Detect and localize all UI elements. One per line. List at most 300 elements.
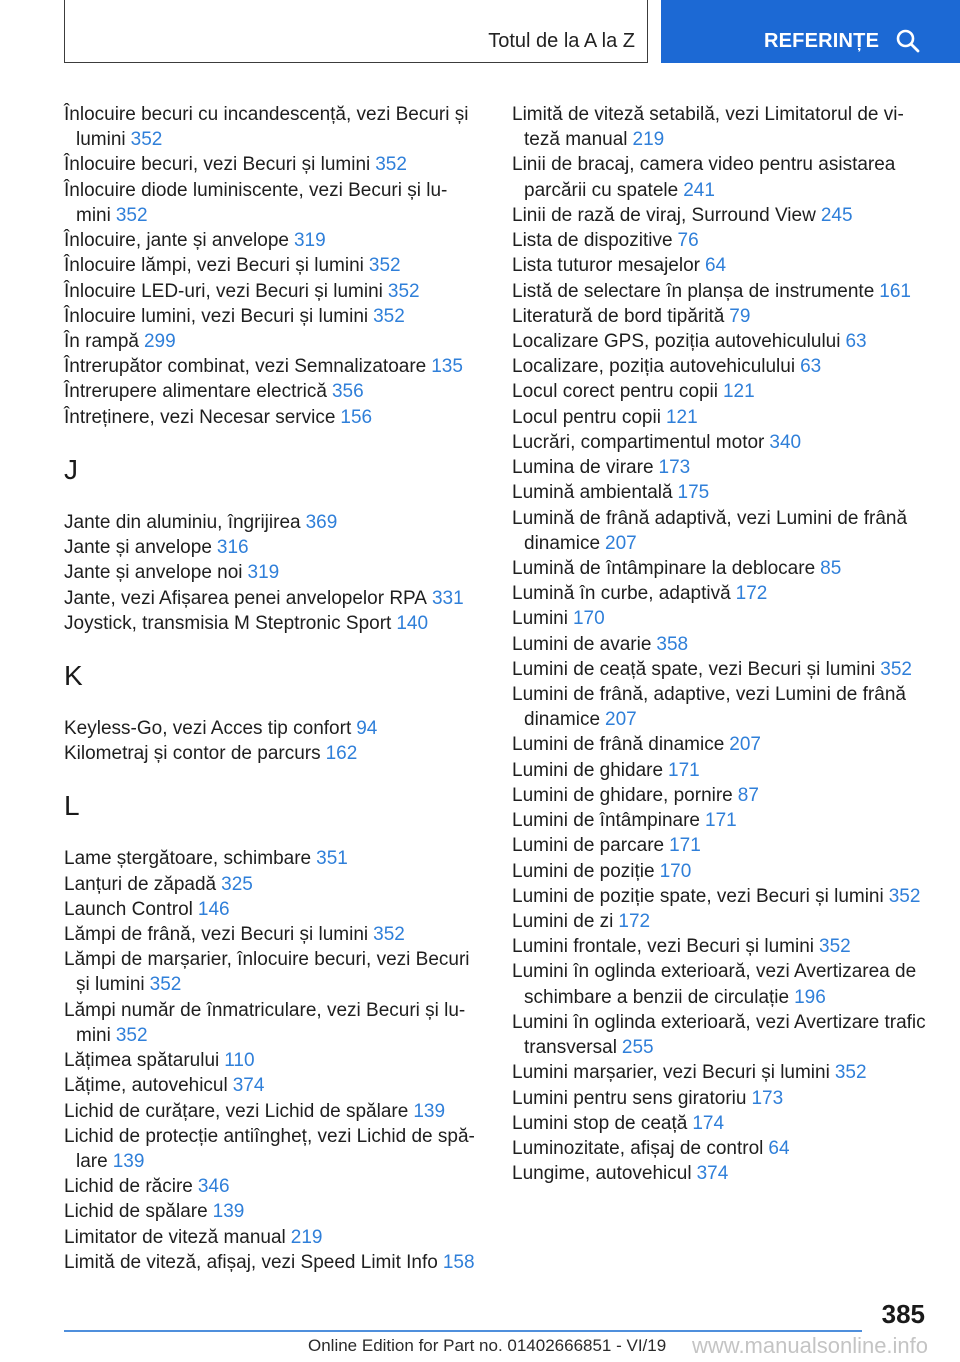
index-entry-text: Keyless-Go, vezi Acces tip confort: [64, 717, 352, 739]
index-entry: [64, 611, 484, 636]
index-entry-text: Înlocuire lumini, vezi Becuri și lumini: [64, 305, 369, 327]
index-entry: [512, 606, 952, 631]
page-link[interactable]: 331: [431, 587, 464, 609]
index-entry-text: Lumini de ghidare, pornire: [512, 784, 733, 806]
index-entry-line: [512, 506, 952, 531]
index-entry: [512, 1111, 952, 1136]
index-entry-text: Înlocuire becuri cu incandescență, vezi Becuri și: [64, 104, 469, 125]
page-link[interactable]: 374: [696, 1163, 729, 1185]
index-entry: [64, 178, 484, 228]
index-entry-text: Lămpi de marșarier, înlocuire becuri, vezi Becuri: [64, 949, 470, 971]
index-entry-line: [512, 430, 952, 455]
index-entry-text: Lame ștergătoare, schimbare: [64, 848, 312, 870]
index-entry-line: [512, 556, 952, 581]
page-link[interactable]: 352: [368, 255, 401, 277]
index-entry: [64, 379, 484, 404]
page-link[interactable]: 172: [618, 911, 651, 932]
index-entry: [64, 741, 484, 766]
index-entry-line: [64, 846, 484, 871]
index-entry: [64, 897, 484, 922]
index-entry-line: [512, 959, 952, 984]
page-link[interactable]: 64: [768, 1137, 790, 1159]
page-link[interactable]: 170: [659, 860, 692, 882]
page-link[interactable]: 352: [387, 280, 420, 302]
index-entry-text: Înlocuire lămpi, vezi Becuri și lumini: [64, 255, 364, 277]
index-entry: [512, 102, 952, 152]
page-link[interactable]: 316: [216, 537, 249, 559]
page-link[interactable]: 121: [722, 381, 755, 403]
index-entry-line: [64, 535, 484, 560]
index-entry-continuation: [512, 985, 952, 1010]
index-entry-line: [512, 1086, 952, 1111]
page-link[interactable]: 358: [656, 633, 689, 655]
page-link[interactable]: 299: [143, 330, 176, 352]
page-link[interactable]: 175: [677, 482, 710, 504]
page-link[interactable]: 173: [751, 1087, 784, 1109]
page-link[interactable]: 352: [375, 154, 407, 176]
page-number: 385: [881, 1299, 925, 1329]
index-entry-line: [512, 833, 952, 858]
index-entry: [512, 253, 952, 278]
index-entry: [64, 922, 484, 947]
index-entry: [512, 152, 952, 202]
index-entry-line: [512, 783, 952, 808]
index-entry-text: Listă de selectare în planșa de instrumente: [512, 280, 875, 302]
index-letter-heading: K: [64, 659, 83, 691]
index-entry-line: [512, 329, 952, 354]
index-entry-text: Înlocuire becuri, vezi Becuri și lumini: [64, 154, 371, 176]
page-link[interactable]: 135: [431, 356, 463, 378]
index-entry: [64, 998, 484, 1048]
index-entry-text: Lichid de spălare: [64, 1201, 208, 1223]
index-entry-text: teză manual: [524, 129, 628, 151]
page-link[interactable]: 219: [290, 1226, 323, 1248]
index-entry-text: Lichid de protecție antiîngheț, vezi Lichid de spă-: [64, 1125, 475, 1147]
index-entry-line: [512, 480, 952, 505]
index-entry-text: Lanțuri de zăpadă: [64, 873, 217, 895]
index-entry-line: [64, 586, 484, 611]
index-entry-text: transversal: [524, 1037, 617, 1059]
index-entry-text: Lumini: [512, 608, 568, 630]
page-link[interactable]: 94: [356, 717, 378, 739]
index-entry-text: Linii de rază de viraj, Surround View: [512, 204, 816, 226]
page-link[interactable]: 146: [197, 898, 230, 920]
index-entry-text: Lumini în oglinda exterioară, vezi Avertizare trafic: [512, 1011, 926, 1033]
index-entry-line: [512, 581, 952, 606]
page-link[interactable]: 219: [632, 129, 665, 151]
page-link[interactable]: 352: [819, 936, 851, 958]
index-entry-line: [512, 203, 952, 228]
index-entry-continuation: [64, 127, 484, 152]
page-link[interactable]: 351: [316, 848, 348, 870]
page-link[interactable]: 374: [232, 1075, 265, 1097]
index-entry-line: [64, 560, 484, 585]
index-entry-text: dinamice: [524, 709, 601, 731]
page-link[interactable]: 241: [683, 179, 715, 201]
index-entry-continuation: [512, 127, 952, 152]
index-entry: [512, 455, 952, 480]
index-entry-text: Jante din aluminiu, îngrijirea: [64, 511, 301, 533]
index-entry-line: [64, 1073, 484, 1098]
index-entry: [64, 405, 484, 430]
index-entry: [512, 808, 952, 833]
index-entry-line: [512, 379, 952, 404]
page-link[interactable]: 64: [704, 255, 727, 277]
index-entry: [64, 279, 484, 304]
index-entry-text: Localizare, poziția autovehiculului: [512, 356, 796, 378]
page-link[interactable]: 352: [373, 305, 405, 327]
index-entry: [512, 934, 952, 959]
page-link[interactable]: 352: [373, 924, 405, 946]
page-link[interactable]: 76: [677, 230, 699, 252]
index-entry: [64, 1048, 484, 1073]
page-link[interactable]: 85: [820, 557, 842, 579]
page-link[interactable]: 139: [112, 1151, 145, 1172]
index-entry: [64, 1250, 484, 1275]
search-icon[interactable]: [895, 28, 921, 54]
index-entry-line: [512, 1136, 952, 1161]
index-entry-line: [512, 253, 952, 278]
index-entry-line: [512, 909, 952, 934]
tab-a-to-z-label: Totul de la A la Z: [488, 30, 635, 52]
index-entry: [512, 304, 952, 329]
index-entry: [64, 716, 484, 741]
page-link[interactable]: 352: [115, 204, 148, 226]
index-entry-text: Lumini de frână, adaptive, vezi Lumini de frână: [512, 684, 906, 706]
index-entry: [512, 859, 952, 884]
index-entry-line: [64, 405, 484, 430]
index-entry-text: Kilometraj și contor de parcurs: [64, 743, 321, 765]
index-entry-line: [64, 741, 484, 766]
index-entry-text: Lumini de parcare: [512, 835, 665, 857]
index-entry-line: [64, 354, 484, 379]
index-entry-text: Lungime, autovehicul: [512, 1163, 692, 1185]
index-entry: [64, 253, 484, 278]
page-link[interactable]: 121: [665, 406, 698, 428]
index-entry-text: Lucrări, compartimentul motor: [512, 431, 765, 453]
index-entry: [64, 152, 484, 177]
index-entry: [64, 947, 484, 997]
tab-references-label: REFERINȚE: [764, 30, 880, 52]
index-entry-line: [512, 304, 952, 329]
page-link[interactable]: 162: [325, 743, 358, 765]
index-entry-line: [512, 1010, 952, 1035]
page-link[interactable]: 319: [293, 230, 326, 252]
index-entry-text: mini: [76, 1024, 111, 1046]
index-entry: [64, 535, 484, 560]
index-entry-line: [512, 808, 952, 833]
index-entry-text: Lumini frontale, vezi Becuri și lumini: [512, 936, 815, 958]
page-link[interactable]: 352: [115, 1024, 148, 1046]
page-link[interactable]: 174: [692, 1112, 725, 1134]
watermark: www.manualsonline.info: [692, 1333, 929, 1358]
page-link[interactable]: 158: [442, 1251, 475, 1273]
index-entry: [64, 304, 484, 329]
index-entry: [512, 1010, 952, 1060]
index-entry-line: [512, 657, 952, 682]
index-entry-line: [64, 379, 484, 404]
index-entry-text: Lumini marșarier, vezi Becuri și lumini: [512, 1062, 830, 1084]
index-entry: [512, 379, 952, 404]
index-entry: [64, 1099, 484, 1124]
index-entry-line: [64, 510, 484, 535]
index-entry-continuation: [64, 1149, 484, 1174]
index-entry-text: Lumini de zi: [512, 911, 614, 932]
index-entry-line: [512, 102, 952, 127]
index-entry-line: [512, 758, 952, 783]
index-entry-line: [64, 253, 484, 278]
index-entry-line: [64, 611, 484, 636]
index-column-left: [64, 102, 484, 1275]
index-letter-heading: J: [64, 453, 78, 485]
index-entry-text: Luminozitate, afișaj de control: [512, 1137, 764, 1159]
page-link[interactable]: 207: [605, 532, 637, 554]
index-entry-line: [512, 859, 952, 884]
edition-note: Online Edition for Part no. 01402666851 - VI/19: [308, 1336, 667, 1355]
index-entry: [512, 1060, 952, 1085]
index-entry-line: [64, 1174, 484, 1199]
index-entry: [512, 1161, 952, 1186]
page-link[interactable]: 207: [729, 734, 761, 756]
index-entry-text: Jante și anvelope: [64, 537, 212, 559]
index-entry-text: mini: [76, 204, 111, 226]
index-entry-text: Lumină de frână adaptivă, vezi Lumini de frână: [512, 507, 908, 529]
page-link[interactable]: 346: [197, 1176, 230, 1198]
page-link[interactable]: 352: [834, 1062, 867, 1084]
page-link[interactable]: 161: [879, 280, 911, 302]
index-entry-text: Lămpi de frână, vezi Becuri și lumini: [64, 924, 369, 946]
index-entry: [512, 732, 952, 757]
index-entry-text: Literatură de bord tipărită: [512, 305, 725, 327]
index-entry-line: [64, 1250, 484, 1275]
index-column-right: [512, 102, 952, 1186]
index-entry-text: Lumini de poziție: [512, 860, 655, 882]
page-link[interactable]: 140: [396, 612, 429, 634]
index-entry-line: [64, 922, 484, 947]
index-entry-text: Lichid de răcire: [64, 1176, 193, 1198]
index-entry-text: Limitator de viteză manual: [64, 1226, 286, 1248]
index-entry-text: Lățime, autovehicul: [64, 1075, 228, 1097]
index-entry: [512, 632, 952, 657]
index-entry: [512, 758, 952, 783]
index-entry-line: [64, 716, 484, 741]
index-entry-text: În rampă: [64, 330, 139, 352]
index-entry-text: Lumini de ceață spate, vezi Becuri și lumini: [512, 658, 876, 680]
index-entry: [64, 1199, 484, 1224]
index-entry: [64, 586, 484, 611]
page-link[interactable]: 156: [340, 406, 373, 428]
page-link[interactable]: 356: [331, 381, 364, 403]
index-entry: [512, 909, 952, 934]
index-entry: [512, 884, 952, 909]
index-entry-line: [512, 354, 952, 379]
index-letter-heading: L: [64, 790, 80, 822]
index-entry-line: [512, 405, 952, 430]
page-link[interactable]: 245: [820, 204, 853, 226]
index-entry-line: [64, 1099, 484, 1124]
index-entry: [512, 556, 952, 581]
index-entry-text: Lumini pentru sens giratoriu: [512, 1087, 747, 1109]
index-entry: [512, 1136, 952, 1161]
index-entry: [64, 1225, 484, 1250]
index-entry-text: Limită de viteză setabilă, vezi Limitatorul de vi-: [512, 104, 904, 125]
index-entry-line: [512, 228, 952, 253]
index-entry-line: [512, 632, 952, 657]
index-entry: [512, 329, 952, 354]
page-link[interactable]: 255: [621, 1037, 654, 1059]
page-link[interactable]: 173: [658, 457, 691, 479]
index-entry-line: [64, 329, 484, 354]
tab-references[interactable]: [661, 0, 960, 63]
index-entry-text: Lumină ambientală: [512, 482, 673, 504]
page-link[interactable]: 352: [888, 885, 921, 907]
index-entry-text: Launch Control: [64, 898, 193, 920]
index-entry: [512, 682, 952, 732]
index-entry-continuation: [512, 707, 952, 732]
index-entry-text: Înlocuire LED-uri, vezi Becuri și lumini: [64, 280, 383, 302]
index-entry: [512, 506, 952, 556]
page-link[interactable]: 110: [224, 1050, 255, 1072]
page-link[interactable]: 352: [149, 974, 182, 996]
index-entry: [64, 560, 484, 585]
index-entry-line: [64, 1124, 484, 1149]
page-link[interactable]: 172: [735, 583, 768, 605]
index-entry-line: [64, 1048, 484, 1073]
index-entry-continuation: [64, 1023, 484, 1048]
index-entry-line: [512, 884, 952, 909]
index-entry: [64, 872, 484, 897]
index-entry: [64, 1174, 484, 1199]
index-entry-text: și lumini: [76, 974, 145, 996]
index-entry-line: [512, 279, 952, 304]
index-entry-text: Lumini de poziție spate, vezi Becuri și lumini: [512, 885, 884, 907]
index-entry: [512, 959, 952, 1009]
index-entry-text: Înlocuire, jante și anvelope: [64, 230, 289, 252]
index-entry: [512, 354, 952, 379]
page-link[interactable]: 171: [669, 835, 701, 857]
index-entry: [512, 833, 952, 858]
index-entry-text: Înlocuire diode luminiscente, vezi Becuri și lu-: [64, 179, 448, 201]
index-entry-continuation: [512, 1035, 952, 1060]
index-entry: [512, 279, 952, 304]
page-link[interactable]: 63: [800, 356, 822, 378]
index-entry-line: [512, 606, 952, 631]
index-entry-text: Lumina de virare: [512, 457, 654, 479]
index-entry-text: Lumini de ghidare: [512, 759, 664, 781]
page-link[interactable]: 171: [705, 810, 737, 832]
index-entry-text: Jante și anvelope noi: [64, 562, 243, 584]
index-entry-line: [512, 682, 952, 707]
index-entry-text: Întrerupere alimentare electrică: [64, 381, 327, 403]
tab-a-to-z[interactable]: [64, 0, 648, 63]
page-link[interactable]: 171: [668, 759, 700, 781]
index-entry-line: [64, 152, 484, 177]
index-entry: [64, 1073, 484, 1098]
index-entry-text: Locul corect pentru copii: [512, 381, 718, 403]
index-entry-text: Lumină în curbe, adaptivă: [512, 583, 731, 605]
index-entry-line: [512, 1111, 952, 1136]
index-entry-text: Linii de bracaj, camera video pentru asistarea: [512, 154, 896, 176]
index-entry-text: lumini: [76, 129, 126, 151]
index-entry-text: Întreținere, vezi Necesar service: [64, 406, 336, 428]
index-entry: [64, 329, 484, 354]
page-link[interactable]: 139: [212, 1201, 245, 1223]
index-entry: [64, 102, 484, 152]
index-entry-line: [64, 228, 484, 253]
index-entry-text: Limită de viteză, afișaj, vezi Speed Limit Info: [64, 1251, 438, 1273]
index-entry-text: Lista de dispozitive: [512, 230, 673, 252]
page-link[interactable]: 196: [794, 986, 826, 1008]
page-link[interactable]: 79: [729, 305, 751, 327]
index-entry-text: Lumină de întâmpinare la deblocare: [512, 557, 816, 579]
index-entry-text: Joystick, transmisia M Steptronic Sport: [64, 612, 392, 634]
index-entry: [512, 203, 952, 228]
index-entry-line: [64, 1199, 484, 1224]
index-entry-text: Locul pentru copii: [512, 406, 661, 428]
index-entry-line: [512, 455, 952, 480]
page-link[interactable]: 352: [880, 658, 912, 680]
page-link[interactable]: 325: [221, 873, 253, 895]
index-entry: [64, 354, 484, 379]
index-entry-line: [64, 998, 484, 1023]
index-entry: [64, 228, 484, 253]
index-entry-line: [64, 279, 484, 304]
page-link[interactable]: 319: [247, 562, 280, 584]
index-entry-text: Lățimea spătarului: [64, 1050, 220, 1072]
page-link[interactable]: 352: [130, 129, 163, 151]
index-entry: [64, 1124, 484, 1174]
index-entry-text: Lista tuturor mesajelor: [512, 255, 700, 277]
index-entry: [512, 1086, 952, 1111]
index-entry-continuation: [512, 531, 952, 556]
index-entry-text: Lichid de curățare, vezi Lichid de spălare: [64, 1100, 409, 1122]
index-entry-line: [64, 872, 484, 897]
index-entry: [512, 228, 952, 253]
page-link[interactable]: 87: [737, 784, 759, 806]
page-link[interactable]: 207: [605, 709, 637, 731]
index-entry: [512, 430, 952, 455]
index-entry-line: [64, 1225, 484, 1250]
index-entry: [64, 510, 484, 535]
page-link[interactable]: 170: [572, 608, 605, 630]
index-entry-line: [512, 152, 952, 177]
index-entry-line: [512, 732, 952, 757]
page-link[interactable]: 63: [845, 330, 867, 352]
index-entry-continuation: [64, 972, 484, 997]
index-entry-continuation: [64, 203, 484, 228]
index-entry-text: Lămpi număr de înmatriculare, vezi Becuri și lu-: [64, 999, 466, 1021]
index-entry-text: Lumini de avarie: [512, 633, 652, 655]
index-entry-continuation: [512, 178, 952, 203]
index-entry-line: [512, 1060, 952, 1085]
index-entry-text: Lumini stop de ceață: [512, 1112, 688, 1134]
index-entry-line: [512, 934, 952, 959]
page-link[interactable]: 139: [413, 1100, 446, 1122]
index-entry-line: [64, 897, 484, 922]
index-entry: [512, 581, 952, 606]
index-entry-text: Localizare GPS, poziția autovehiculului: [512, 330, 841, 352]
index-entry-text: Lumini de întâmpinare: [512, 810, 700, 832]
index-entry-line: [64, 947, 484, 972]
page-link[interactable]: 369: [305, 511, 338, 533]
index-entry-text: schimbare a benzii de circulație: [524, 986, 790, 1008]
page-link[interactable]: 340: [769, 431, 802, 453]
index-entry-line: [64, 102, 484, 127]
index-entry-text: dinamice: [524, 532, 601, 554]
index-entry-text: parcării cu spatele: [524, 179, 679, 201]
index-entry: [512, 657, 952, 682]
index-entry-text: Întrerupător combinat, vezi Semnalizatoare: [64, 356, 427, 378]
